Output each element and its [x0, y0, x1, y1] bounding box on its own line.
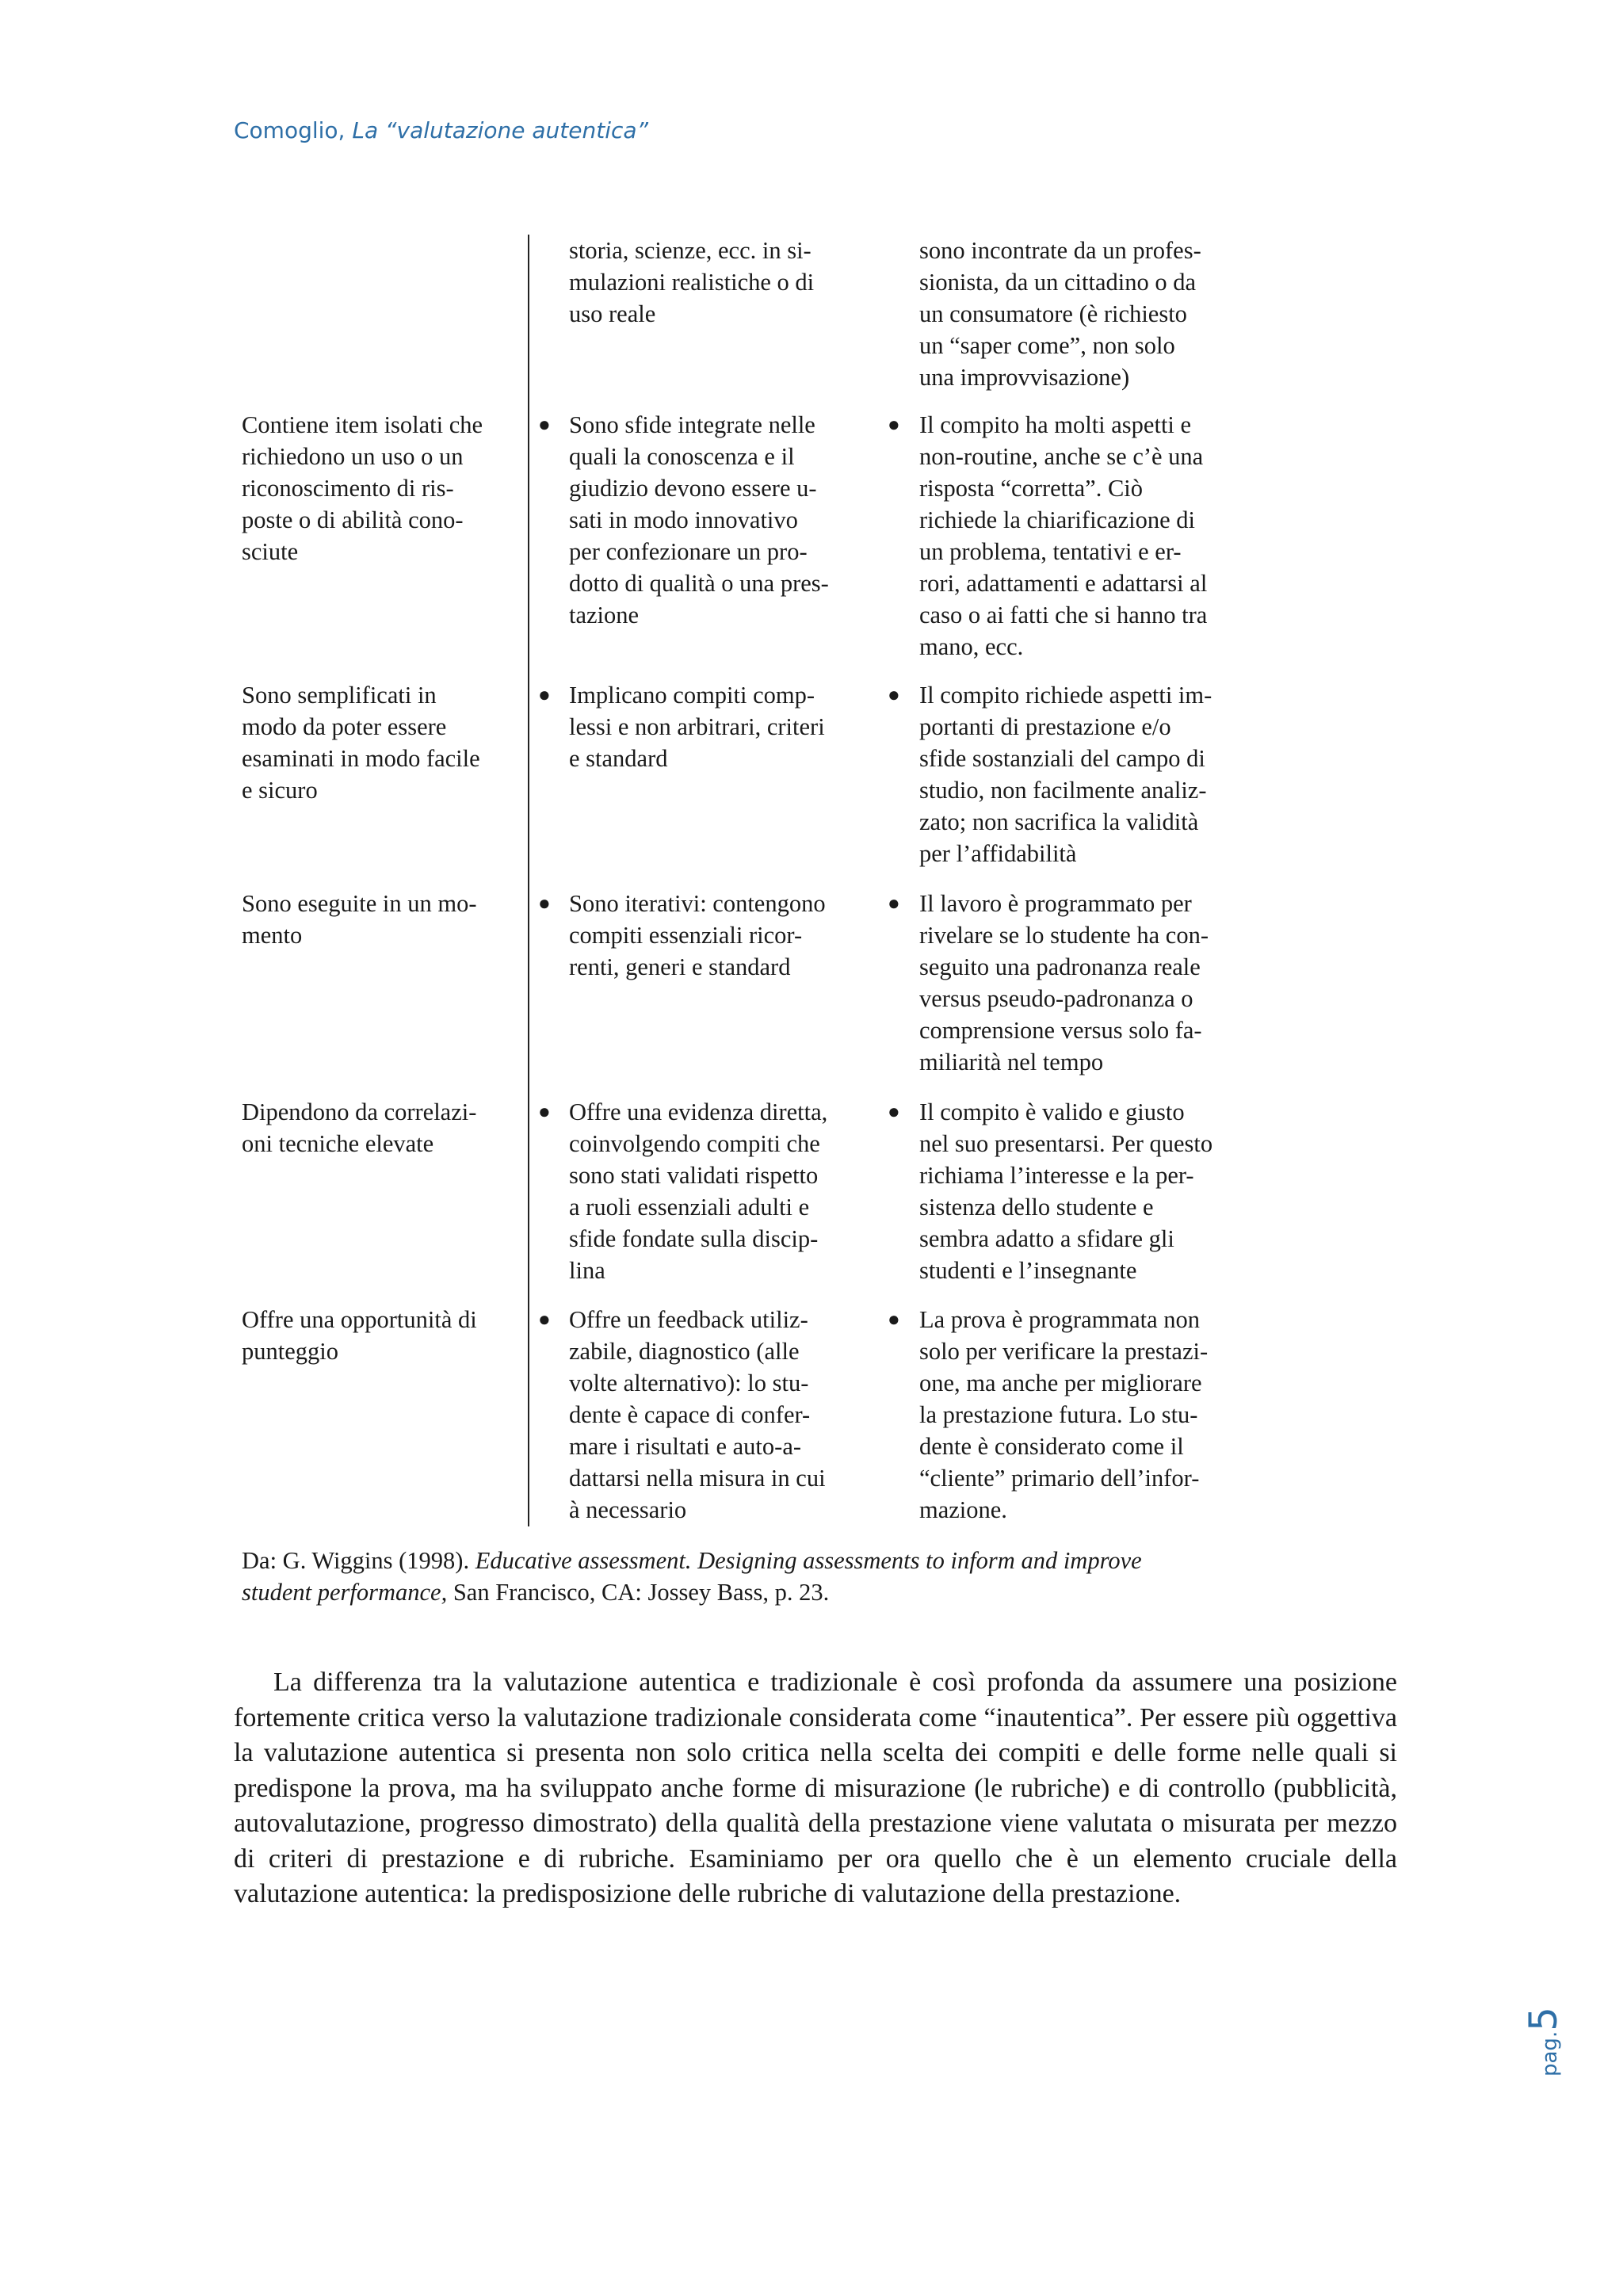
- bullet-icon: ●: [888, 1308, 900, 1331]
- page-number: [1522, 1997, 1566, 2076]
- cell-traditional: Contiene item isolati che richiedono un uso o un riconoscimento di ris- poste o di abilità cono- sciute: [242, 411, 483, 565]
- bullet-icon: ●: [538, 1100, 551, 1123]
- cell-traditional: Sono semplificati in modo da poter essere esaminati in modo facile e sicuro: [242, 682, 480, 804]
- header-author: Comoglio,: [234, 117, 353, 143]
- cell-authentic: storia, scienze, ecc. in si- mulazioni realistiche o di uso reale: [569, 237, 815, 327]
- bullet-icon: ●: [538, 413, 551, 436]
- cell-authentic: Sono iterativi: contengono compiti essenziali ricor- renti, generi e standard: [569, 890, 826, 980]
- bullet-icon: ●: [538, 1308, 551, 1331]
- cell-authentic: Offre una evidenza diretta, coinvolgendo compiti che sono stati validati rispetto a ruoli essenziali adulti e sfide fondate sulla discip- lina: [569, 1098, 828, 1284]
- bullet-icon: ●: [888, 892, 900, 915]
- page-label: pag.: [1538, 2030, 1562, 2076]
- cell-traditional: Dipendono da correlazi- oni tecniche elevate: [242, 1098, 477, 1157]
- cell-authentic: Implicano compiti comp- lessi e non arbitrari, criteri e standard: [569, 682, 825, 772]
- cell-detail: Il compito richiede aspetti im- portanti di prestazione e/o sfide sostanziali del campo di studio, non facilmente analiz- zato; non sacrifica la validità per l’affidabilità: [919, 682, 1212, 867]
- cell-detail: sono incontrate da un profes- sionista, da un cittadino o da un consumatore (è richiesto un “saper come”, non solo una improvvisazione): [919, 237, 1201, 391]
- bullet-icon: ●: [888, 413, 900, 436]
- bullet-icon: ●: [888, 683, 900, 706]
- cell-detail: Il compito è valido e giusto nel suo presentarsi. Per questo richiama l’interesse e la per- sistenza dello studente e sembra adatto a sfidare gli studenti e l’insegnante: [919, 1098, 1213, 1284]
- header-title: La “valutazione autentica”: [352, 117, 649, 143]
- cell-detail: La prova è programmata non solo per verificare la prestazi- one, ma anche per migliorare la prestazione futura. Lo stu- dente è considerato come il “cliente” primario dell’infor- mazione.: [919, 1306, 1209, 1523]
- table-source-citation: [242, 1545, 1351, 1608]
- source-prefix: Da: G. Wiggins (1998).: [242, 1547, 475, 1574]
- cell-detail: Il compito ha molti aspetti e non-routine, anche se c’è una risposta “corretta”. Ciò richiede la chiarificazione di un problema, tentativi e er- rori, adattamenti e adattarsi al caso o ai fatti che si hanno tra mano, ecc.: [919, 411, 1208, 660]
- bullet-icon: ●: [538, 892, 551, 915]
- bullet-icon: ●: [538, 683, 551, 706]
- cell-authentic: Offre un feedback utiliz- zabile, diagnostico (alle volte alternativo): lo stu- dente è capace di confer- mare i risultati e auto-a- dattarsi nella misura in cui à necessario: [569, 1306, 826, 1523]
- cell-authentic: Sono sfide integrate nelle quali la conoscenza e il giudizio devono essere u- sati in modo innovativo per confezionare un pro- dotto di qualità o una pres- tazione: [569, 411, 829, 628]
- cell-traditional: Sono eseguite in un mo- mento: [242, 890, 477, 949]
- page-number-value: 5: [1522, 2007, 1566, 2031]
- cell-detail: Il lavoro è programmato per rivelare se lo studente ha con- seguito una padronanza reale versus pseudo-padronanza o comprensione versus solo fa- miliarità nel tempo: [919, 890, 1209, 1075]
- bullet-icon: ●: [888, 1100, 900, 1123]
- body-paragraph: La differenza tra la valutazione autentica e tradizionale è così profonda da assumere una posizione fortemente critica verso la valutazione tradizionale considerata come “inautentica”. Per essere più oggettiva la valutazione autentica si presenta non solo critica nella scelta dei compiti e delle forme nelle quali si predispone la prova, ma ha sviluppato anche forme di misurazione (le rubriche) e di controllo (pubblicità, autovalutazione, progresso dimostrato) della qualità della prestazione viene valutata o misurata per mezzo di criteri di prestazione e di rubriche. Esaminiamo per ora quello che è un elemento cruciale della valutazione autentica: la predisposizione delle rubriche di valutazione della prestazione.: [234, 1668, 1397, 1908]
- source-title: Educative assessment. Designing assessments to inform and improve student performance,: [242, 1547, 1142, 1606]
- source-suffix: San Francisco, CA: Jossey Bass, p. 23.: [447, 1579, 830, 1606]
- column-divider: [528, 235, 529, 1526]
- running-header: [234, 117, 648, 143]
- cell-traditional: Offre una opportunità di punteggio: [242, 1306, 477, 1365]
